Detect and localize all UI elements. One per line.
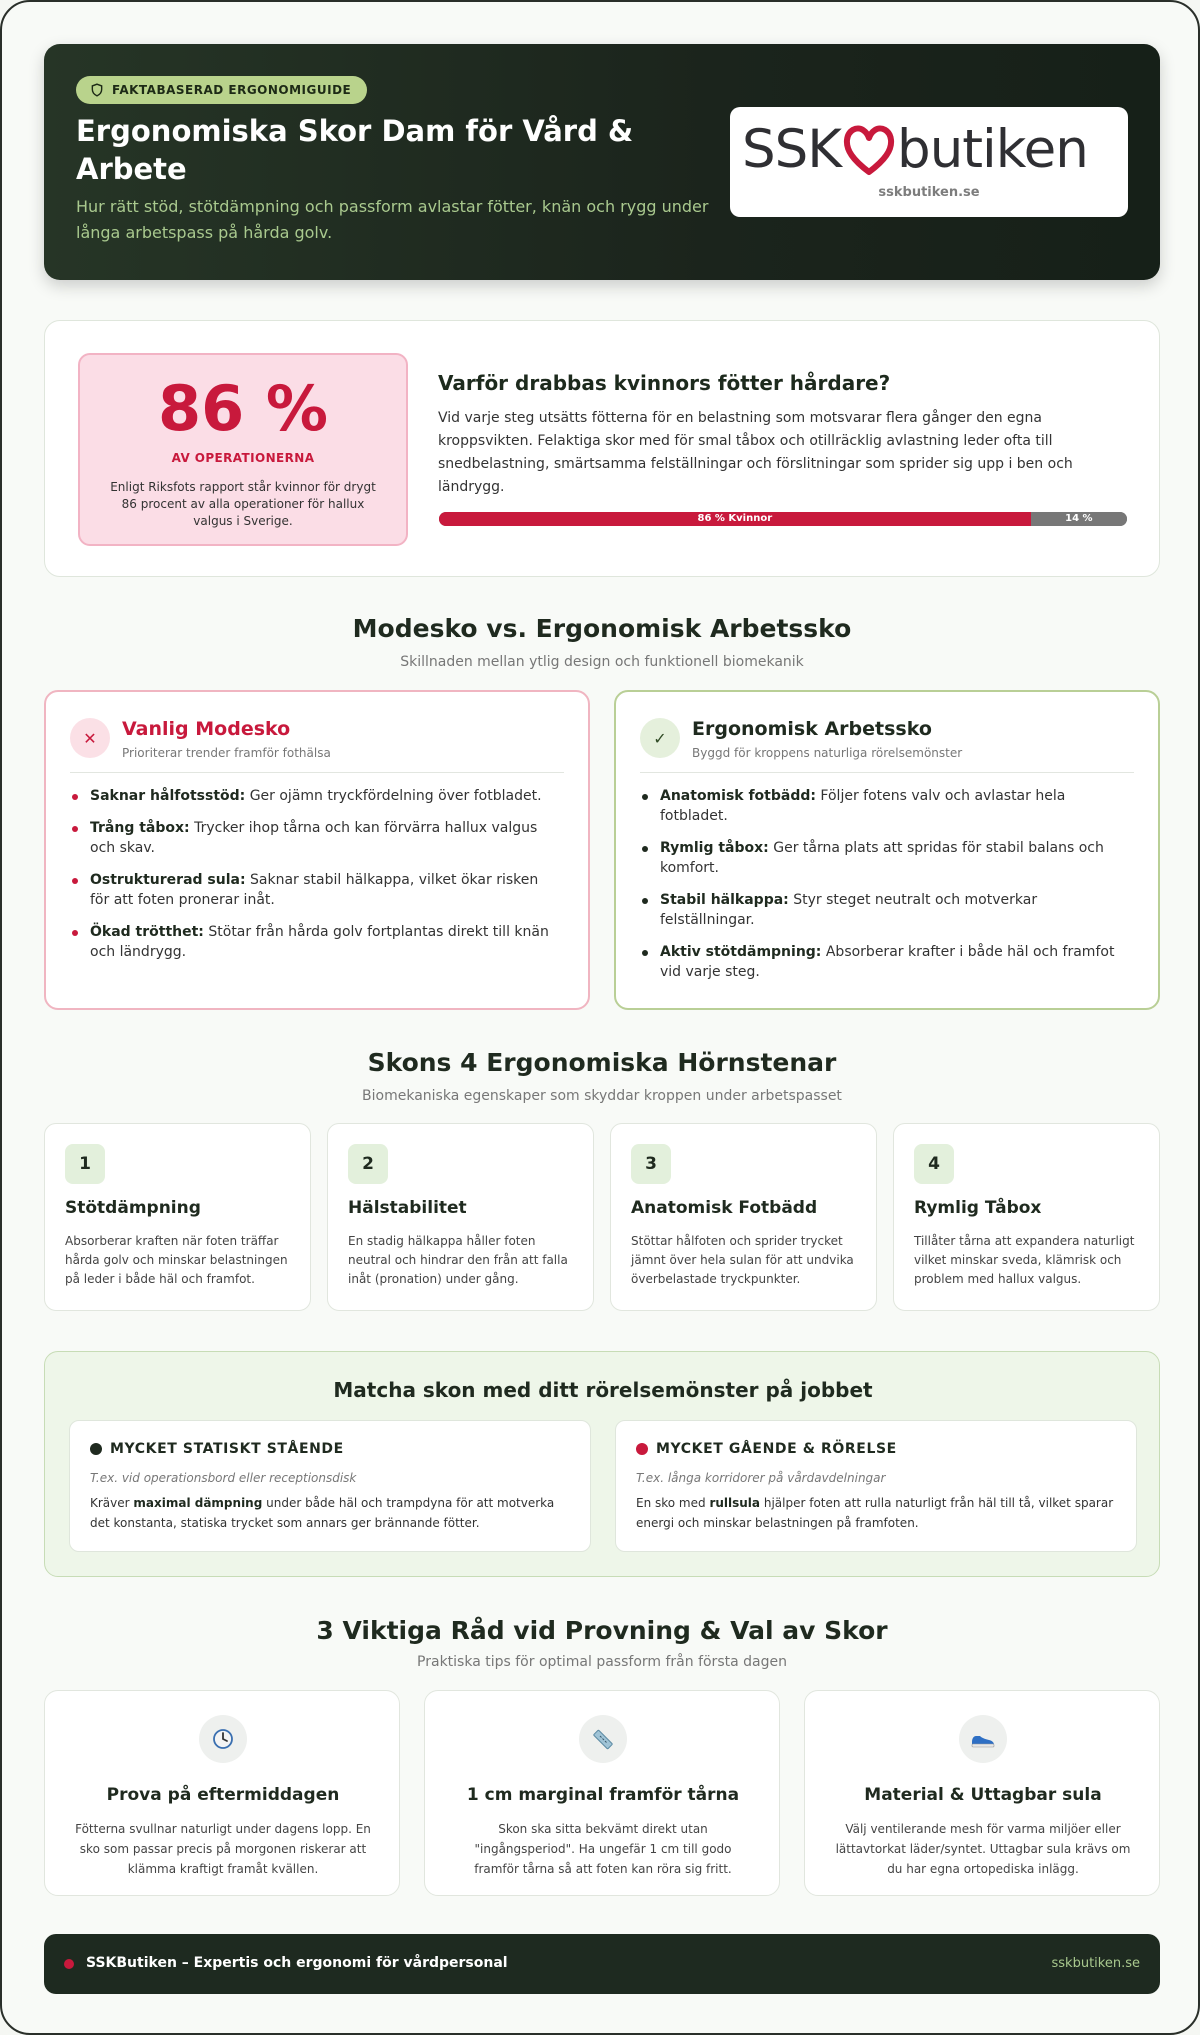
text-emphasis: maximal dämpning — [133, 1496, 263, 1510]
hero-header — [44, 44, 1160, 280]
footer — [44, 1934, 1160, 1994]
text-part: hjälper foten att rulla naturligt från häl till tå, vilket sparar energi och minskar belastningen på framfoten. — [636, 1496, 1114, 1530]
bullet-icon — [72, 826, 78, 832]
item-label: Anatomisk fotbädd: — [660, 788, 816, 804]
bullet-icon — [72, 930, 78, 936]
ergonomic-shoe-list — [640, 786, 1130, 994]
tip-text: Fötterna svullnar naturligt under dagens lopp. En sko som passar precis på morgonen riskerar att klämma kraftigt framåt kvällen. — [75, 1822, 371, 1876]
list-item — [70, 786, 560, 806]
item-text: Absorberar krafter i både häl och framfot vid varje steg. — [660, 944, 1115, 980]
tip-title: Prova på eftermiddagen — [106, 1785, 340, 1805]
ruler-icon — [579, 1715, 627, 1763]
pillar-text: Stöttar hålfoten och sprider trycket jämnt över hela sulan för att undvika överbelastade tryckpunkter. — [631, 1234, 854, 1286]
tips-subtitle: Praktiska tips för optimal passform från första dagen — [417, 1654, 787, 1670]
tips-title: 3 Viktiga Råd vid Provning & Val av Skor — [316, 1616, 888, 1645]
guide-badge — [76, 76, 367, 104]
text-part: En sko med — [636, 1496, 710, 1510]
footer-text: SSKButiken – Expertis och ergonomi för vårdpersonal — [86, 1955, 508, 1971]
page-title: Ergonomiska Skor Dam för Vård & Arbete — [76, 114, 634, 186]
item-text: Trycker ihop tårna och kan förvärra hallux valgus och skav. — [90, 820, 538, 856]
item-label: Rymlig tåbox: — [660, 840, 769, 856]
close-icon: ✕ — [70, 718, 110, 758]
ergonomic-shoe-subtitle: Byggd för kroppens naturliga rörelsemönster — [692, 746, 963, 760]
why-heading: Varför drabbas kvinnors fötter hårdare? — [438, 371, 891, 395]
logo-wordmark — [742, 117, 1088, 181]
walking-text — [636, 1493, 1122, 1533]
item-label: Aktiv stötdämpning: — [660, 944, 822, 960]
standing-title: MYCKET STATISKT STÅENDE — [110, 1441, 344, 1457]
pillars-subtitle: Biomekaniska egenskaper som skyddar kroppen under arbetspasset — [362, 1088, 842, 1104]
heart-icon — [843, 120, 895, 178]
dot-icon — [90, 1443, 102, 1455]
stat-highlight — [78, 353, 408, 546]
list-item — [640, 890, 1130, 930]
footer-link[interactable]: sskbutiken.se — [1051, 1956, 1140, 1971]
gender-split-bar — [439, 512, 1127, 526]
list-item — [640, 942, 1130, 982]
page-subtitle: Hur rätt stöd, stötdämpning och passform avlastar fötter, knän och rygg under långa arbetspass på hårda golv. — [76, 197, 709, 242]
dot-icon — [636, 1443, 648, 1455]
bullet-icon — [642, 898, 648, 904]
list-item — [70, 870, 560, 910]
pillar-card-shock-absorption — [44, 1123, 311, 1311]
item-text: Ger ojämn tryckfördelning över fotbladet. — [245, 788, 542, 804]
pillar-number: 3 — [631, 1144, 671, 1184]
item-label: Ostrukturerad sula: — [90, 872, 246, 888]
item-label: Ökad trötthet: — [90, 924, 204, 940]
divider — [70, 772, 564, 773]
pillar-text: En stadig hälkappa håller foten neutral och hindrar den från att falla inåt (pronation) under gång. — [348, 1234, 568, 1286]
walking-heading — [636, 1441, 897, 1457]
stat-section — [44, 320, 1160, 577]
tip-text: Välj ventilerande mesh för varma miljöer eller lättavtorkat läder/syntet. Uttagbar sula krävs om du har egna ortopediska inlägg. — [835, 1822, 1131, 1876]
fashion-shoe-title: Vanlig Modesko — [122, 718, 291, 740]
item-label: Trång tåbox: — [90, 820, 190, 836]
pillar-card-heel-stability — [327, 1123, 594, 1311]
standing-heading — [90, 1441, 344, 1457]
list-item — [640, 838, 1130, 878]
bullet-icon — [642, 950, 648, 956]
item-text: Ger tårna plats att spridas för stabil balans och komfort. — [660, 840, 1104, 876]
bar-segment-women: 86 % Kvinnor — [439, 512, 1031, 526]
bullet-icon — [642, 794, 648, 800]
pillar-number: 2 — [348, 1144, 388, 1184]
item-label: Saknar hålfotsstöd: — [90, 788, 246, 804]
walking-card — [615, 1420, 1137, 1552]
logo-text-ssk: SSK — [742, 118, 842, 180]
stat-caption: AV OPERATIONERNA — [171, 451, 315, 465]
standing-example: T.ex. vid operationsbord eller receptionsdisk — [90, 1471, 357, 1485]
tip-title: 1 cm marginal framför tårna — [466, 1785, 740, 1805]
clock-icon — [199, 1715, 247, 1763]
divider — [640, 772, 1134, 773]
dot-icon — [64, 1959, 74, 1969]
fashion-shoe-list — [70, 786, 560, 974]
standing-text — [90, 1493, 576, 1533]
movement-match-section — [44, 1351, 1160, 1577]
item-text: Stötar från hårda golv fortplantas direkt till knän och ländrygg. — [90, 924, 549, 960]
pillar-text: Absorberar kraften när foten träffar hårda golv och minskar belastningen på leder i både häl och framfot. — [65, 1234, 288, 1286]
list-item — [70, 818, 560, 858]
walking-title: MYCKET GÅENDE & RÖRELSE — [656, 1441, 897, 1457]
pillars-title: Skons 4 Ergonomiska Hörnstenar — [367, 1048, 837, 1077]
pillar-title: Hälstabilitet — [348, 1198, 467, 1218]
logo-url: sskbutiken.se — [878, 185, 980, 200]
list-item — [640, 786, 1130, 826]
item-text: Saknar stabil hälkappa, vilket ökar risken för att foten pronerar inåt. — [90, 872, 539, 908]
badge-label: FAKTABASERAD ERGONOMIGUIDE — [112, 83, 352, 97]
fashion-shoe-card — [44, 690, 590, 1010]
pillar-number: 4 — [914, 1144, 954, 1184]
tip-card-margin — [424, 1690, 780, 1896]
tip-title: Material & Uttagbar sula — [864, 1785, 1102, 1805]
compare-title: Modesko vs. Ergonomisk Arbetssko — [352, 614, 852, 643]
standing-card — [69, 1420, 591, 1552]
stat-description: Enligt Riksfots rapport står kvinnor för drygt 86 procent av alla operationer för hallux valgus i Sverige. — [110, 480, 376, 528]
bullet-icon — [642, 846, 648, 852]
tip-text: Skon ska sitta bekvämt direkt utan "ingångsperiod". Ha ungefär 1 cm till godo framför tårna så att foten kan röra sig fritt. — [474, 1822, 732, 1876]
tip-card-afternoon — [44, 1690, 400, 1896]
text-part: Kräver — [90, 1496, 134, 1510]
check-icon: ✓ — [640, 718, 680, 758]
bullet-icon — [72, 878, 78, 884]
pillar-card-footbed — [610, 1123, 877, 1311]
list-item — [70, 922, 560, 962]
pillar-title: Anatomisk Fotbädd — [631, 1198, 818, 1218]
tip-card-material — [804, 1690, 1160, 1896]
fashion-shoe-subtitle: Prioriterar trender framför fothälsa — [122, 746, 331, 760]
compare-subtitle: Skillnaden mellan ytlig design och funktionell biomekanik — [400, 654, 804, 670]
pillar-text: Tillåter tårna att expandera naturligt vilket minskar sveda, klämrisk och problem med hallux valgus. — [914, 1234, 1135, 1286]
text-part: under både häl och trampdyna för att motverka det konstanta, statiska trycket som annars ger brännande fötter. — [90, 1496, 555, 1530]
match-title: Matcha skon med ditt rörelsemönster på jobbet — [333, 1378, 873, 1402]
bar-segment-other: 14 % — [1031, 512, 1127, 526]
shield-icon — [90, 83, 104, 97]
stat-value: 86 % — [158, 372, 328, 445]
ergonomic-shoe-title: Ergonomisk Arbetssko — [692, 718, 932, 740]
ergonomic-shoe-card — [614, 690, 1160, 1010]
bullet-icon — [72, 794, 78, 800]
pillar-card-toe-box — [893, 1123, 1160, 1311]
item-text: Följer fotens valv och avlastar hela fotbladet. — [660, 788, 1066, 824]
pillar-title: Stötdämpning — [65, 1198, 201, 1218]
walking-example: T.ex. långa korridorer på vårdavdelningar — [636, 1471, 886, 1485]
why-paragraph: Vid varje steg utsätts fötterna för en belastning som motsvarar flera gånger den egna kroppsvikten. Felaktiga skor med för smal tåbox och otillräcklig avlastning leder ofta till snedbelastning, smärtsamma felställningar och förslitningar som sprider sig upp i ben och ländrygg. — [438, 410, 1073, 495]
item-label: Stabil hälkappa: — [660, 892, 789, 908]
text-emphasis: rullsula — [709, 1496, 761, 1510]
logo-text-butiken: butiken — [897, 118, 1088, 180]
shoe-icon — [959, 1715, 1007, 1763]
pillar-number: 1 — [65, 1144, 105, 1184]
brand-logo[interactable] — [730, 107, 1128, 217]
item-text: Styr steget neutralt och motverkar felställningar. — [660, 892, 1038, 928]
pillar-title: Rymlig Tåbox — [914, 1198, 1042, 1218]
